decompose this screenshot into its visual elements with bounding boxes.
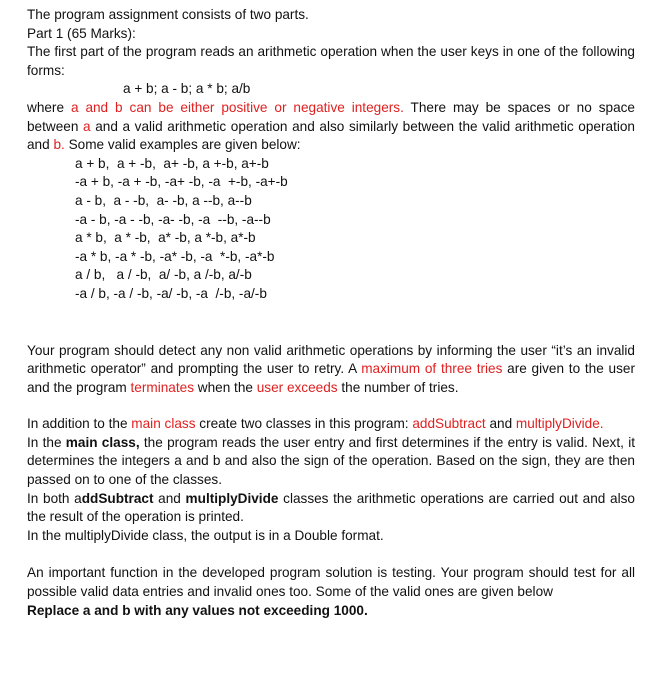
example-line: -a * b, -a * -b, -a* -b, -a *-b, -a*-b	[75, 248, 275, 264]
invalid-input-paragraph: Your program should detect any non valid arithmetic operations by informing the user “it’s an invalid arithmetic operator” and prompting the user to retry. A maximum of three tries are given to the user and the program terminates when the user exceeds the number of tries.	[27, 342, 635, 395]
intro-line: The program assignment consists of two parts.	[27, 7, 309, 22]
double-format-paragraph: In the multiplyDivide class, the output is in a Double format.	[27, 527, 384, 543]
example-line: a / b, a / -b, a/ -b, a /-b, a/-b	[75, 267, 252, 283]
part-title: Part 1 (65 Marks):	[27, 25, 136, 41]
example-line: a - b, a - -b, a- -b, a --b, a--b	[75, 192, 252, 208]
assignment-document	[27, 6, 635, 620]
both-classes-paragraph: In both addSubtract and multiplyDivide classes the arithmetic operations are carried out and also the result of the operation is printed.	[27, 490, 635, 525]
example-line: a * b, a * -b, a* -b, a *-b, a*-b	[75, 230, 256, 246]
where-paragraph: where a and b can be either positive or negative integers. There may be spaces or no space between a and a valid arithmetic operation and also similarly between the valid arithmetic operation and b. Some valid examples are given below:	[27, 99, 635, 153]
example-line: a + b, a + -b, a+ -b, a +-b, a+-b	[75, 155, 269, 171]
example-line: -a - b, -a - -b, -a- -b, -a --b, -a--b	[75, 211, 271, 227]
classes-paragraph: In addition to the main class create two classes in this program: addSubtract and multiplyDivide.	[27, 416, 604, 432]
main-class-paragraph: In the main class, the program reads the user entry and first determines if the entry is valid. Next, it determines the integers a and b and also the sign of the operation. Based on the sign, they are then passed on to one of the classes.	[27, 434, 635, 488]
replace-values-line: Replace a and b with any values not exceeding 1000.	[27, 602, 368, 618]
example-line: -a / b, -a / -b, -a/ -b, -a /-b, -a/-b	[75, 285, 267, 301]
part-description: The first part of the program reads an arithmetic operation when the user keys in one of the following forms:	[27, 44, 635, 78]
operations-line: a + b; a - b; a * b; a/b	[123, 81, 251, 97]
example-line: -a + b, -a + -b, -a+ -b, -a +-b, -a+-b	[75, 174, 288, 190]
testing-paragraph: An important function in the developed program solution is testing. Your program should test for all possible valid data entries and invalid ones too. Some of the valid ones are given below	[27, 565, 635, 600]
examples-list	[27, 155, 635, 304]
